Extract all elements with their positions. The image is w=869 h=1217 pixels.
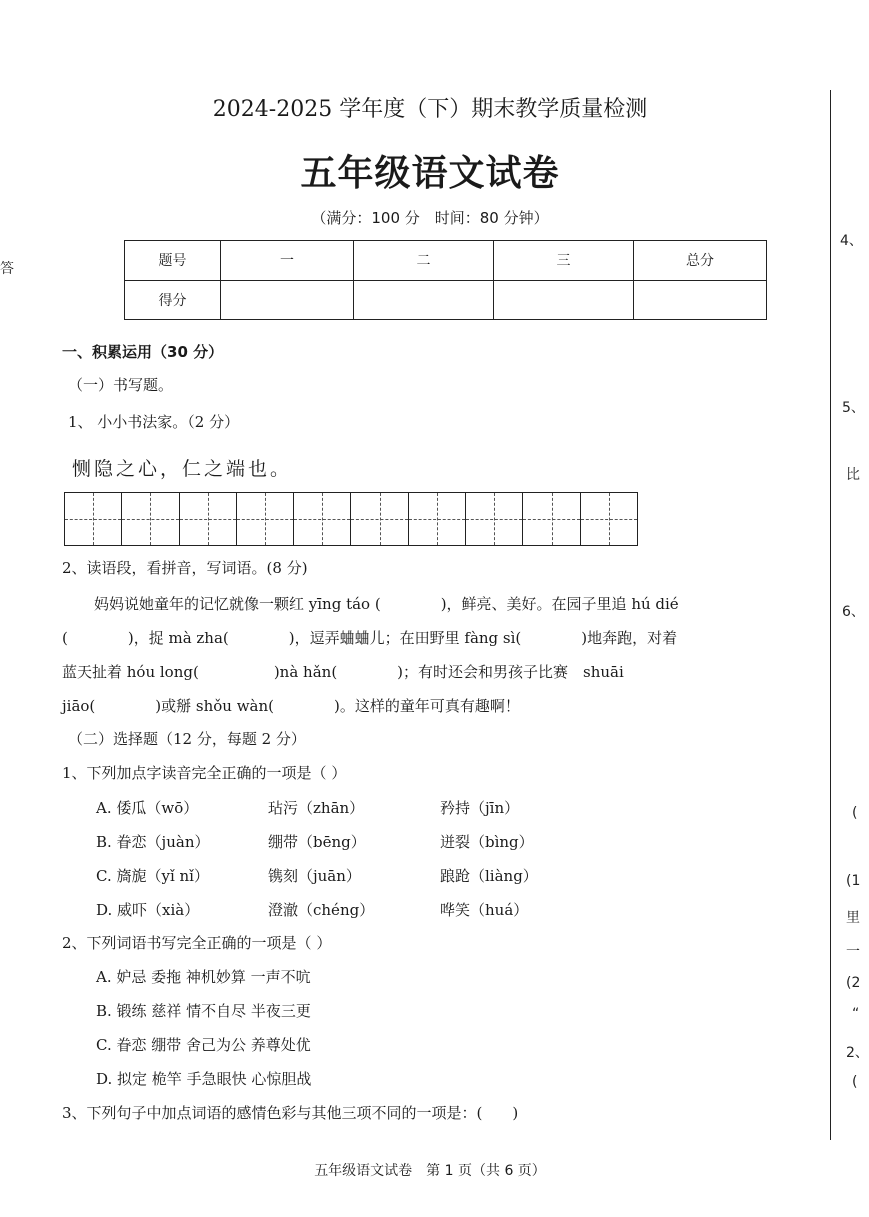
right-margin-text: 比 — [846, 467, 860, 483]
option-a-1: A. 倭瓜（wō） — [96, 799, 199, 817]
right-margin-text: (2 — [846, 975, 861, 991]
right-margin-text: 4、 — [840, 233, 863, 249]
score-table-cell: 得分 — [125, 280, 221, 320]
score-input-cell[interactable] — [221, 280, 354, 320]
right-margin-text: 2、 — [846, 1045, 869, 1061]
option-b-3: 迸裂（bìng） — [440, 833, 534, 851]
paragraph-line: 蓝天扯着 hóu long( )nà hǎn( )；有时还会和男孩子比赛 shuāi — [62, 663, 624, 681]
grid-cell[interactable] — [523, 493, 580, 545]
grid-cell[interactable] — [466, 493, 523, 545]
right-margin-text: ( — [852, 805, 858, 821]
writing-grid[interactable] — [64, 492, 638, 546]
option-c: C. 眷恋 绷带 舍己为公 养尊处优 — [96, 1036, 311, 1054]
option-a: A. 妒忌 委拖 神机妙算 一声不吭 — [96, 968, 311, 986]
score-time-info: （满分：100 分 时间：80 分钟） — [311, 209, 549, 227]
option-b: B. 锻练 慈祥 情不自尽 半夜三更 — [96, 1002, 311, 1020]
score-table-cell: 总分 — [634, 241, 767, 281]
option-a-3: 矜持（jīn） — [440, 799, 520, 817]
right-margin-text: 一 — [846, 944, 860, 960]
paragraph-line: jiāo( )或掰 shǒu wàn( )。这样的童年可真有趣啊！ — [62, 697, 520, 715]
grid-cell[interactable] — [65, 493, 122, 545]
option-c-2: 镌刻（juān） — [268, 867, 361, 885]
option-d: D. 拟定 桅竿 手急眼快 心惊胆战 — [96, 1070, 312, 1088]
right-margin-text: 5、 — [842, 400, 865, 416]
paragraph-line: ( )，捉 mà zha( )，逗弄蛐蛐儿；在田野里 fàng sì( )地奔跑，对着 — [62, 629, 678, 647]
grid-cell[interactable] — [180, 493, 237, 545]
question-1-1: 1、 小小书法家。（2 分） — [68, 413, 240, 431]
score-input-cell[interactable] — [634, 280, 767, 320]
option-d-1: D. 威吓（xià） — [96, 901, 200, 919]
exam-main-title: 五年级语文试卷 — [300, 153, 560, 194]
part-1-title: （一）书写题。 — [68, 376, 174, 394]
score-input-cell[interactable] — [494, 280, 634, 320]
score-table-cell: 题号 — [125, 241, 221, 281]
grid-cell[interactable] — [294, 493, 351, 545]
option-d-2: 澄澈（chéng） — [268, 901, 375, 919]
score-table — [124, 240, 767, 320]
grid-cell[interactable] — [409, 493, 466, 545]
grid-cell[interactable] — [581, 493, 637, 545]
score-input-cell[interactable] — [354, 280, 494, 320]
right-margin-text: 里 — [846, 910, 860, 926]
right-margin-text: 6、 — [842, 604, 865, 620]
exam-year-title: 2024-2025 学年度（下）期末教学质量检测 — [212, 97, 648, 122]
page-footer: 五年级语文试卷 第 1 页（共 6 页） — [314, 1163, 546, 1179]
right-binding-rule — [830, 90, 831, 1140]
right-margin-text: ( — [852, 1074, 858, 1090]
score-table-header-row — [125, 241, 767, 281]
option-b-1: B. 眷恋（juàn） — [96, 833, 210, 851]
right-margin-text: “ — [852, 1006, 860, 1022]
score-table-cell: 三 — [494, 241, 634, 281]
part-2-title: （二）选择题（12 分，每题 2 分） — [68, 730, 306, 748]
pinyin-paragraph — [62, 587, 822, 723]
question-1-2: 2、读语段，看拼音，写词语。(8 分) — [62, 559, 308, 577]
question-2-2: 2、下列词语书写完全正确的一项是（ ） — [62, 934, 332, 952]
grid-cell[interactable] — [122, 493, 179, 545]
option-c-3: 踉跄（liàng） — [440, 867, 538, 885]
left-margin-text: 答 — [0, 261, 14, 277]
paragraph-line: 妈妈说她童年的记忆就像一颗红 yīng táo ( )，鲜亮、美好。在园子里追 hú dié — [94, 595, 679, 613]
calligraphy-text: 恻隐之心，仁之端也。 — [72, 458, 293, 480]
option-c-1: C. 旖旎（yǐ nǐ） — [96, 867, 209, 885]
section-1-title: 一、积累运用（30 分） — [62, 343, 224, 361]
option-a-2: 玷污（zhān） — [268, 799, 365, 817]
question-2-3: 3、下列句子中加点词语的感情色彩与其他三项不同的一项是：( ) — [62, 1104, 519, 1122]
option-b-2: 绷带（bēng） — [268, 833, 366, 851]
score-table-cell: 二 — [354, 241, 494, 281]
grid-cell[interactable] — [237, 493, 294, 545]
score-table-score-row — [125, 280, 767, 320]
score-table-cell: 一 — [221, 241, 354, 281]
question-2-1: 1、下列加点字读音完全正确的一项是（ ） — [62, 764, 347, 782]
right-margin-text: (1 — [846, 873, 861, 889]
grid-cell[interactable] — [351, 493, 408, 545]
option-d-3: 哗笑（huá） — [440, 901, 529, 919]
